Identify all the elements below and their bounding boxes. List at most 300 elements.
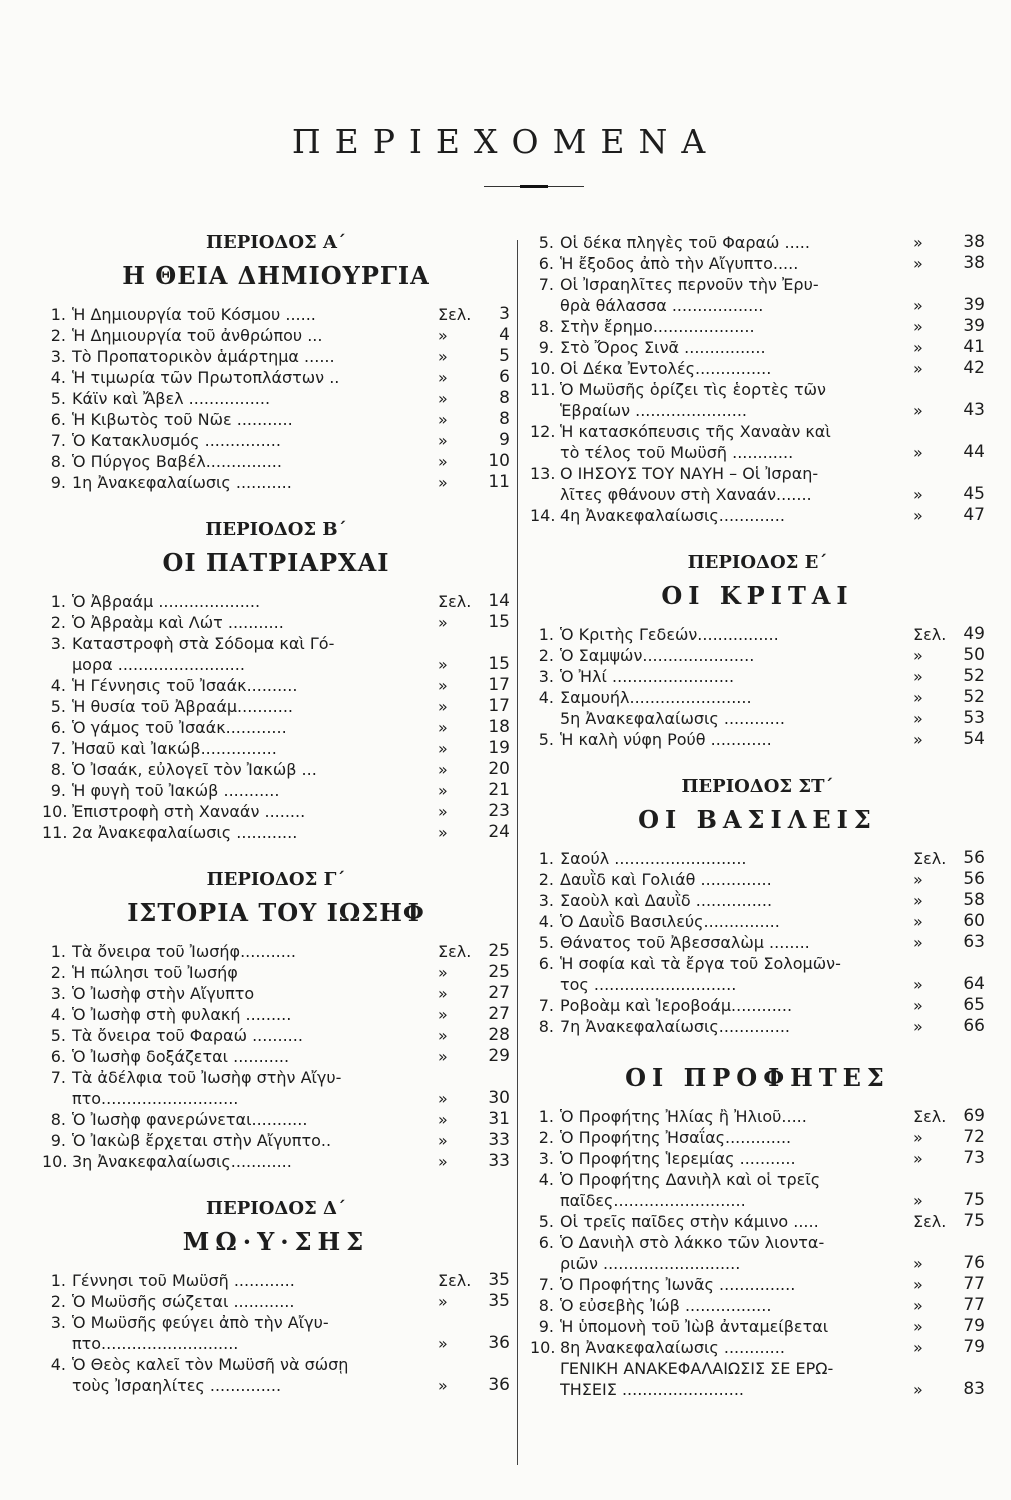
toc-section (530, 776, 985, 1037)
entry-title: Τὰ ὄνειρα τοῦ Ἰωσήφ........... (72, 942, 297, 961)
toc-entry[interactable] (42, 1375, 510, 1396)
toc-entry[interactable] (42, 591, 510, 612)
toc-entry[interactable] (42, 675, 510, 696)
toc-entry[interactable] (530, 253, 985, 274)
entry-title: Ὁ Προφήτης Δανιὴλ καὶ οἱ τρεῖς (560, 1170, 821, 1189)
entry-number: 1. (50, 942, 66, 961)
toc-section (530, 1063, 985, 1400)
toc-entry[interactable] (42, 801, 510, 822)
toc-entry[interactable] (42, 738, 510, 759)
page-marker: » (438, 1110, 448, 1129)
entry-number: 5. (538, 730, 554, 749)
page-number: 54 (963, 729, 985, 749)
entry-number: 6. (538, 254, 554, 273)
toc-entry[interactable] (42, 430, 510, 451)
entry-title: Ὁ Προφήτης Ἠσαΐας............. (560, 1128, 792, 1147)
page-marker: » (913, 485, 923, 504)
entry-number: 4. (50, 1355, 66, 1374)
page-marker: » (438, 984, 448, 1003)
entry-number: 5. (50, 389, 66, 408)
entry-number: 3. (50, 634, 66, 653)
entry-number: 9. (50, 473, 66, 492)
toc-entry[interactable] (42, 472, 510, 493)
toc-entry[interactable] (530, 953, 985, 974)
entry-number: 14. (530, 506, 556, 525)
toc-entry[interactable] (42, 1088, 510, 1109)
toc-entry[interactable] (530, 463, 985, 484)
toc-entry[interactable] (42, 780, 510, 801)
page-marker: » (438, 802, 448, 821)
entry-number: 1. (50, 592, 66, 611)
page-number: 58 (963, 890, 985, 910)
entry-number: 8. (538, 1017, 554, 1036)
page-number: 10 (488, 451, 510, 471)
page-marker (909, 463, 951, 484)
right-column (530, 232, 985, 1426)
toc-entry[interactable] (42, 654, 510, 675)
page-number: 47 (963, 505, 985, 525)
entry-title: 8η Ἀνακεφαλαίωσις ............ (560, 1338, 785, 1357)
page-marker (909, 421, 951, 442)
page-marker: » (913, 996, 923, 1015)
entry-number (530, 1190, 560, 1211)
toc-entry[interactable] (530, 1106, 985, 1127)
page-marker: Σελ. (438, 942, 472, 961)
period-label: ΠΕΡΙΟΔΟΣ ΣΤ΄ (681, 776, 834, 797)
page-number: 25 (488, 941, 510, 961)
page-number: 52 (963, 687, 985, 707)
toc-entry[interactable] (42, 1333, 510, 1354)
entry-number (530, 400, 560, 421)
entry-title: Κάϊν καὶ Ἄβελ ................ (72, 389, 271, 408)
page-marker: » (913, 338, 923, 357)
entry-number: 10. (42, 1152, 68, 1171)
entry-number: 3. (538, 891, 554, 910)
toc-entry[interactable] (42, 1109, 510, 1130)
entry-number (530, 708, 560, 729)
toc-entry[interactable] (530, 666, 985, 687)
toc-entry[interactable] (42, 304, 510, 325)
entry-number: 9. (538, 338, 554, 357)
entry-title: Ἡ πώλησι τοῦ Ἰωσήφ (72, 963, 238, 982)
toc-entry[interactable] (530, 316, 985, 337)
entry-number (530, 442, 560, 463)
entry-title: Ὁ Ἰσαάκ, εὐλογεῖ τὸν Ἰακώβ ... (72, 760, 317, 779)
entry-title: Ἐπιστροφὴ στὴ Χαναάν ........ (72, 802, 306, 821)
left-column (42, 232, 510, 1422)
page-marker: » (438, 368, 448, 387)
toc-entry[interactable] (42, 1004, 510, 1025)
entry-title: τος ............................ (560, 975, 737, 994)
page-number (476, 633, 510, 654)
entry-number: 2. (50, 963, 66, 982)
entry-title: θρὰ θάλασσα .................. (560, 296, 764, 315)
entry-title: Ἡ σοφία καὶ τὰ ἔργα τοῦ Σολομῶν- (560, 954, 841, 973)
toc-entry[interactable] (42, 696, 510, 717)
toc-entry[interactable] (530, 400, 985, 421)
entry-number (42, 654, 72, 675)
toc-entry[interactable] (530, 1274, 985, 1295)
page-marker: » (438, 697, 448, 716)
entry-list (530, 1106, 985, 1400)
entry-title: Ὁ Πύργος Βαβέλ............... (72, 452, 282, 471)
entry-title: Ἡ καλὴ νύφη Ρούθ ............ (560, 730, 772, 749)
toc-entry[interactable] (42, 367, 510, 388)
toc-entry[interactable] (530, 442, 985, 463)
toc-entry[interactable] (530, 337, 985, 358)
toc-section (530, 232, 985, 526)
toc-entry[interactable] (530, 687, 985, 708)
entry-title: Σαμουήλ........................ (560, 688, 752, 707)
page-number (951, 1169, 985, 1190)
entry-number: 12. (530, 422, 556, 441)
page-marker: » (913, 891, 923, 910)
entry-title: Ὁ Ἰωσὴφ στὴν Αἴγυπτο (72, 984, 255, 1003)
page-number: 35 (488, 1291, 510, 1311)
page-number: 15 (488, 654, 510, 674)
toc-entry[interactable] (530, 729, 985, 750)
section-heading: ΟΙ ΠΑΤΡΙΑΡΧΑΙ (162, 548, 390, 577)
page-marker: » (913, 933, 923, 952)
page-number: 83 (963, 1379, 985, 1399)
toc-entry[interactable] (42, 1151, 510, 1172)
entry-number: 5. (538, 233, 554, 252)
toc-entry[interactable] (530, 869, 985, 890)
toc-entry[interactable] (530, 295, 985, 316)
toc-entry[interactable] (530, 1127, 985, 1148)
page-marker: » (438, 655, 448, 674)
page-marker: » (438, 473, 448, 492)
entry-number: 8. (50, 760, 66, 779)
toc-section (42, 1198, 510, 1396)
entry-number: 2. (538, 646, 554, 665)
toc-entry[interactable] (530, 645, 985, 666)
page-number: 18 (488, 717, 510, 737)
toc-entry[interactable] (530, 932, 985, 953)
page-number: 20 (488, 759, 510, 779)
page-number: 56 (963, 869, 985, 889)
entry-title: Στὸ Ὄρος Σινᾶ ................ (560, 338, 766, 357)
entry-title: Οἱ Ἰσραηλῖτες περνοῦν τὴν Ἐρυ- (560, 275, 819, 294)
toc-entry[interactable] (42, 1025, 510, 1046)
page-marker: » (913, 1317, 923, 1336)
page-number: 30 (488, 1088, 510, 1108)
toc-entry[interactable] (42, 962, 510, 983)
toc-entry[interactable] (530, 232, 985, 253)
page-marker: » (913, 296, 923, 315)
toc-entry[interactable] (530, 1190, 985, 1211)
entry-number: 2. (50, 1292, 66, 1311)
entry-number: 5. (50, 697, 66, 716)
entry-title: Ἡ κατασκόπευσις τῆς Χαναὰν καὶ (560, 422, 831, 441)
toc-entry[interactable] (530, 484, 985, 505)
toc-entry[interactable] (530, 890, 985, 911)
entry-title: Τὰ ἀδέλφια τοῦ Ἰωσὴφ στὴν Αἴγυ- (72, 1068, 342, 1087)
entry-title: Ροβοὰμ καὶ Ἱεροβοάμ............ (560, 996, 793, 1015)
toc-entry[interactable] (42, 346, 510, 367)
entry-title: 7η Ἀνακεφαλαίωσις.............. (560, 1017, 790, 1036)
entry-number (530, 484, 560, 505)
page-marker: » (438, 1131, 448, 1150)
entry-number (530, 1358, 560, 1379)
toc-entry[interactable] (530, 421, 985, 442)
page-number: 36 (488, 1333, 510, 1353)
entry-title: Ὁ Θεὸς καλεῖ τὸν Μωϋσῆ νὰ σώσῃ (72, 1355, 349, 1374)
entry-number: 2. (50, 326, 66, 345)
toc-entry[interactable] (530, 708, 985, 729)
toc-entry[interactable] (42, 1291, 510, 1312)
page-marker: » (438, 1376, 448, 1395)
toc-entry[interactable] (530, 974, 985, 995)
page-marker: Σελ. (438, 1271, 472, 1290)
toc-entry[interactable] (42, 409, 510, 430)
page-number: 11 (488, 472, 510, 492)
entry-title: Ἡ ὑπομονὴ τοῦ Ἰὼβ ἀνταμείβεται (560, 1317, 829, 1336)
page-number: 77 (963, 1274, 985, 1294)
entry-number: 5. (538, 933, 554, 952)
entry-number: 6. (538, 1233, 554, 1252)
page-number: 23 (488, 801, 510, 821)
entry-list (42, 1270, 510, 1396)
section-heading: ΜΩ·Υ·ΣΗΣ (182, 1227, 370, 1256)
page-marker: Σελ. (438, 305, 472, 324)
toc-entry[interactable] (42, 451, 510, 472)
toc-entry[interactable] (42, 1354, 510, 1375)
page-marker: Σελ. (438, 592, 472, 611)
page-number: 45 (963, 484, 985, 504)
toc-entry[interactable] (530, 1232, 985, 1253)
page-marker: » (438, 760, 448, 779)
toc-entry[interactable] (42, 759, 510, 780)
toc-entry[interactable] (42, 325, 510, 346)
toc-entry[interactable] (42, 983, 510, 1004)
page-marker: » (913, 688, 923, 707)
page-marker: » (913, 359, 923, 378)
entry-number: 4. (538, 912, 554, 931)
entry-list (530, 848, 985, 1037)
page-marker (434, 1067, 476, 1088)
page-number: 21 (488, 780, 510, 800)
toc-entry[interactable] (530, 1211, 985, 1232)
page-marker: » (913, 1254, 923, 1273)
toc-entry[interactable] (42, 1067, 510, 1088)
toc-entry[interactable] (530, 358, 985, 379)
title-ornament-center (520, 185, 548, 188)
entry-title: Ἡ τιμωρία τῶν Πρωτοπλάστων .. (72, 368, 340, 387)
page-number: 73 (963, 1148, 985, 1168)
toc-entry[interactable] (530, 1295, 985, 1316)
page-number: 36 (488, 1375, 510, 1395)
toc-entry[interactable] (42, 941, 510, 962)
entry-title: Ὁ Ἰωσὴφ φανερώνεται........... (72, 1110, 308, 1129)
entry-title: Ὁ Ἠλί ........................ (560, 667, 735, 686)
entry-title: ριῶν ........................... (560, 1254, 741, 1273)
entry-number: 6. (50, 718, 66, 737)
period-label: ΠΕΡΙΟΔΟΣ Γ΄ (206, 869, 346, 890)
page-number: 79 (963, 1316, 985, 1336)
page-marker: » (438, 1334, 448, 1353)
toc-entry[interactable] (530, 1016, 985, 1037)
entry-title: 4η Ἀνακεφαλαίωσις............. (560, 506, 785, 525)
page-number (476, 1312, 510, 1333)
page-marker: » (913, 1149, 923, 1168)
toc-entry[interactable] (42, 717, 510, 738)
toc-entry[interactable] (530, 1379, 985, 1400)
entry-list (42, 941, 510, 1172)
entry-title: Θάνατος τοῦ Ἀβεσσαλὼμ ........ (560, 933, 810, 952)
entry-number: 7. (50, 431, 66, 450)
page-marker: » (438, 452, 448, 471)
page-number: 33 (488, 1151, 510, 1171)
entry-title: Ὁ Κριτὴς Γεδεών................ (560, 625, 779, 644)
page-number: 42 (963, 358, 985, 378)
page-number: 52 (963, 666, 985, 686)
page-marker: » (913, 1296, 923, 1315)
page-marker (909, 379, 951, 400)
toc-entry[interactable] (530, 624, 985, 645)
page-marker: » (438, 1005, 448, 1024)
page-number: 4 (499, 325, 510, 345)
period-label: ΠΕΡΙΟΔΟΣ Α΄ (206, 232, 346, 253)
page-marker: Σελ. (913, 1212, 947, 1231)
entry-title: Ὁ Μωϋσῆς σώζεται ............ (72, 1292, 295, 1311)
toc-entry[interactable] (42, 1270, 510, 1291)
section-heading: ΟΙ ΚΡΙΤΑΙ (661, 581, 854, 610)
toc-entry[interactable] (42, 1130, 510, 1151)
page-number: 50 (963, 645, 985, 665)
page-number: 38 (963, 232, 985, 252)
toc-entry[interactable] (42, 1312, 510, 1333)
page-marker: » (913, 667, 923, 686)
toc-entry[interactable] (530, 1253, 985, 1274)
page-marker: Σελ. (913, 849, 947, 868)
period-label: ΠΕΡΙΟΔΟΣ Β΄ (205, 519, 347, 540)
toc-entry[interactable] (42, 612, 510, 633)
entry-number: 3. (538, 667, 554, 686)
entry-number (530, 974, 560, 995)
entry-title: Ὁ Κατακλυσμός ............... (72, 431, 281, 450)
toc-entry[interactable] (42, 633, 510, 654)
entry-title: Σαοὺλ καὶ Δαυῒδ ............... (560, 891, 773, 910)
page-marker: » (913, 1128, 923, 1147)
page-marker: » (438, 1089, 448, 1108)
page-marker: » (913, 401, 923, 420)
toc-section (42, 232, 510, 493)
toc-entry[interactable] (42, 822, 510, 843)
page-marker (909, 1169, 951, 1190)
entry-title: Ὁ Ἰωσὴφ στὴ φυλακή ......... (72, 1005, 292, 1024)
entry-title: 3η Ἀνακεφαλαίωσις............ (72, 1152, 292, 1171)
toc-entry[interactable] (530, 1169, 985, 1190)
page-number (476, 1354, 510, 1375)
page-number: 9 (499, 430, 510, 450)
toc-section (42, 869, 510, 1172)
page-number: 29 (488, 1046, 510, 1066)
entry-title: 2α Ἀνακεφαλαίωσις ............ (72, 823, 298, 842)
entry-number (42, 1088, 72, 1109)
entry-title: Τὰ ὄνειρα τοῦ Φαραώ .......... (72, 1026, 303, 1045)
entry-title: Ἡ Κιβωτὸς τοῦ Νῶε ........... (72, 410, 293, 429)
page-marker: » (438, 823, 448, 842)
entry-list (42, 304, 510, 493)
column-divider (517, 240, 518, 1465)
toc-section (530, 552, 985, 750)
page-number: 27 (488, 1004, 510, 1024)
entry-title: Στὴν ἔρημο.................... (560, 317, 755, 336)
entry-title: Ἡ Δημιουργία τοῦ Κόσμου ...... (72, 305, 316, 324)
page-number: 38 (963, 253, 985, 273)
entry-number: 4. (538, 688, 554, 707)
entry-title: Ὁ Ἀβραάμ .................... (72, 592, 261, 611)
page-number: 35 (488, 1270, 510, 1290)
entry-title: Ἡ ἔξοδος ἀπὸ τὴν Αἴγυπτο..... (560, 254, 799, 273)
entry-title: λῖτες φθάνουν στὴ Χαναάν....... (560, 485, 812, 504)
page-marker (434, 633, 476, 654)
page-title: ΠΕΡΙΕΧΟΜΕΝΑ (291, 122, 720, 161)
page-number: 27 (488, 983, 510, 1003)
entry-list (530, 232, 985, 526)
page-marker (909, 953, 951, 974)
entry-number: 4. (50, 368, 66, 387)
entry-title: Οἱ δέκα πληγὲς τοῦ Φαραώ ..... (560, 233, 810, 252)
page-marker (434, 1354, 476, 1375)
toc-entry[interactable] (42, 1046, 510, 1067)
page-marker: » (438, 347, 448, 366)
page-marker: » (438, 1292, 448, 1311)
toc-entry[interactable] (530, 1316, 985, 1337)
entry-title: Ὁ Ἰακὼβ ἔρχεται στὴν Αἴγυπτο.. (72, 1131, 332, 1150)
page-number: 17 (488, 675, 510, 695)
toc-entry[interactable] (530, 848, 985, 869)
entry-number: 4. (50, 676, 66, 695)
entry-number: 10. (42, 802, 68, 821)
toc-entry[interactable] (530, 274, 985, 295)
page-marker: » (913, 233, 923, 252)
entry-title: Οἱ τρεῖς παῖδες στὴν κάμινο ..... (560, 1212, 819, 1231)
toc-entry[interactable] (530, 505, 985, 526)
entry-number: 4. (50, 1005, 66, 1024)
page-marker: » (438, 431, 448, 450)
page-marker (909, 1358, 951, 1379)
entry-number: 5. (50, 1026, 66, 1045)
toc-entry[interactable] (42, 388, 510, 409)
entry-number: 2. (538, 870, 554, 889)
toc-entry[interactable] (530, 1337, 985, 1358)
entry-title: πτο........................... (72, 1089, 239, 1108)
toc-entry[interactable] (530, 911, 985, 932)
page-number: 66 (963, 1016, 985, 1036)
entry-title: τὸ τέλος τοῦ Μωϋσῆ ............ (560, 443, 794, 462)
entry-number (530, 1253, 560, 1274)
toc-entry[interactable] (530, 379, 985, 400)
toc-entry[interactable] (530, 1358, 985, 1379)
entry-number: 7. (538, 1275, 554, 1294)
entry-title: Γέννησι τοῦ Μωϋσῆ ............ (72, 1271, 295, 1290)
page-marker: » (913, 317, 923, 336)
toc-entry[interactable] (530, 995, 985, 1016)
page-marker: » (913, 1275, 923, 1294)
entry-number: 6. (50, 1047, 66, 1066)
entry-title: ΓΕΝΙΚΗ ΑΝΑΚΕΦΑΛΑΙΩΣΙΣ ΣΕ ΕΡΩ- (560, 1359, 834, 1378)
page-number: 19 (488, 738, 510, 758)
entry-title: Δαυῒδ καὶ Γολιάθ .............. (560, 870, 772, 889)
entry-number: 6. (50, 410, 66, 429)
page-number: 56 (963, 848, 985, 868)
page-number: 28 (488, 1025, 510, 1045)
toc-entry[interactable] (530, 1148, 985, 1169)
entry-number: 8. (538, 317, 554, 336)
page-number (951, 1232, 985, 1253)
